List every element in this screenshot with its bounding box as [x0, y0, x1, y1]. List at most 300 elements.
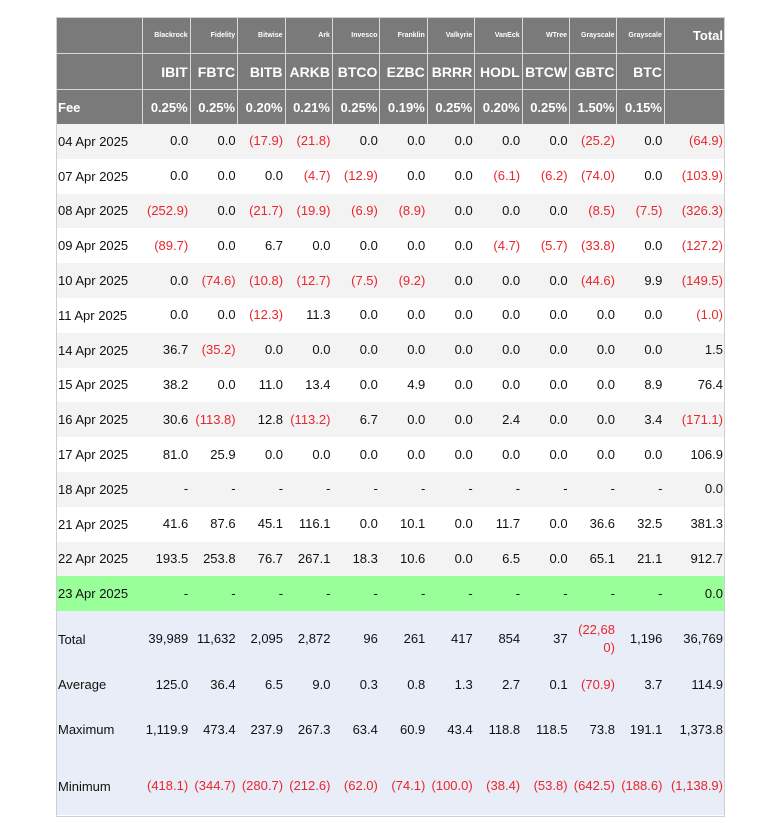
flow-value: (17.9): [249, 133, 284, 149]
issuer-cell: VanEck: [475, 17, 522, 54]
table-row: [56, 228, 725, 263]
flow-value: 0.0: [170, 307, 189, 323]
flow-cell: [522, 333, 569, 368]
flow-value: -: [420, 481, 426, 497]
flow-cell: [238, 368, 285, 403]
flow-value: 0.0: [217, 133, 236, 149]
flow-value: 0.0: [596, 307, 615, 323]
summary-cell: [427, 702, 474, 757]
row-total: (103.9): [681, 168, 723, 184]
flow-value: 65.1: [589, 550, 615, 566]
flow-cell: [238, 402, 285, 437]
summary-cell: [380, 611, 427, 667]
row-date: 22 Apr 2025: [56, 542, 143, 577]
flow-value: -: [231, 585, 236, 601]
ticker-cell: BITB: [238, 54, 285, 90]
flow-cell: [332, 228, 379, 263]
flow-value: 0.0: [502, 272, 521, 288]
flow-cell: [522, 576, 569, 611]
issuer-cell: Invesco: [332, 17, 379, 54]
summary-value: 125.0: [155, 676, 189, 692]
flow-value: -: [515, 585, 521, 601]
flow-cell: [380, 228, 427, 263]
summary-total-cell: [664, 757, 725, 815]
flow-value: -: [468, 585, 473, 601]
table-row: [56, 368, 725, 403]
flow-cell: [427, 402, 474, 437]
flow-value: 0.0: [407, 411, 426, 427]
summary-cell: [190, 667, 237, 702]
flow-value: (12.3): [249, 307, 284, 323]
table-row: [56, 333, 725, 368]
flow-cell: [475, 333, 522, 368]
row-total-cell: [664, 368, 725, 403]
row-total-cell: [664, 507, 725, 542]
summary-cell: [238, 702, 285, 757]
summary-value: 43.4: [447, 721, 473, 737]
fee-cell: 0.20%: [238, 90, 285, 125]
summary-row: [56, 757, 725, 815]
flow-value: 11.0: [258, 376, 284, 392]
flow-value: -: [183, 481, 189, 497]
flow-value: 11.7: [495, 516, 521, 532]
flow-cell: [522, 298, 569, 333]
flow-cell: [332, 402, 379, 437]
flow-value: 0.0: [549, 272, 568, 288]
flow-cell: [522, 542, 569, 577]
flow-value: 0.0: [454, 272, 473, 288]
flow-cell: [617, 542, 664, 577]
flow-cell: [427, 507, 474, 542]
flow-cell: [285, 402, 332, 437]
flow-cell: [285, 507, 332, 542]
flow-cell: [475, 159, 522, 194]
summary-cell: [617, 611, 664, 667]
flow-value: (44.6): [581, 272, 615, 288]
flow-value: 0.0: [170, 272, 189, 288]
row-total-cell: [664, 472, 725, 507]
flow-cell: [380, 368, 427, 403]
row-date: 17 Apr 2025: [56, 437, 143, 472]
row-total: (64.9): [689, 133, 723, 149]
summary-total: (1,138.9): [670, 778, 723, 794]
fee-cell: 0.15%: [617, 90, 664, 125]
flow-value: (19.9): [296, 202, 331, 218]
row-total-cell: [664, 124, 725, 159]
flow-value: 0.0: [359, 133, 378, 149]
flow-value: 12.8: [257, 411, 284, 427]
ticker-cell: BTCW: [522, 54, 569, 90]
flow-value: -: [610, 585, 615, 601]
flow-value: 0.0: [502, 133, 521, 149]
summary-cell: [475, 611, 522, 667]
flow-cell: [190, 576, 237, 611]
row-total-cell: [664, 263, 725, 298]
row-date: 10 Apr 2025: [56, 263, 143, 298]
summary-value: (62.0): [343, 778, 378, 794]
summary-cell: [570, 702, 617, 757]
flow-value: (113.8): [195, 411, 236, 427]
summary-cell: [332, 611, 379, 667]
ticker-cell: BTC: [617, 54, 664, 90]
fee-cell: 0.19%: [380, 90, 427, 125]
flow-cell: [380, 298, 427, 333]
flow-value: (5.7): [540, 237, 568, 253]
flow-cell: [238, 228, 285, 263]
flow-value: 4.9: [407, 376, 426, 392]
flow-cell: [522, 263, 569, 298]
summary-value: 854: [498, 631, 521, 647]
flow-cell: [380, 194, 427, 229]
flow-cell: [332, 507, 379, 542]
flow-cell: [238, 472, 285, 507]
flow-cell: [570, 368, 617, 403]
flow-value: 0.0: [217, 376, 236, 392]
flow-value: 0.0: [502, 342, 521, 358]
flow-cell: [475, 124, 522, 159]
summary-value: 2.7: [502, 676, 521, 692]
flow-value: 87.6: [210, 516, 236, 532]
flow-cell: [143, 368, 190, 403]
flow-value: 0.0: [264, 342, 284, 358]
summary-label: Total: [56, 611, 143, 667]
flow-value: (21.7): [249, 202, 284, 218]
flow-cell: [617, 437, 664, 472]
summary-value: (70.9): [581, 676, 615, 692]
issuer-cell: Blackrock: [143, 17, 190, 54]
summary-total-cell: [664, 702, 725, 757]
flow-cell: [285, 368, 332, 403]
summary-cell: [570, 757, 617, 815]
ticker-row: [56, 54, 725, 90]
row-total: 76.4: [697, 376, 723, 392]
flow-cell: [190, 472, 237, 507]
table-row: [56, 507, 725, 542]
table-row: [56, 194, 725, 229]
flow-value: (6.2): [540, 168, 568, 184]
summary-value: 11,632: [196, 631, 236, 647]
ticker-cell: GBTC: [570, 54, 617, 90]
flow-value: 253.8: [203, 550, 236, 566]
summary-cell: [475, 702, 522, 757]
fee-cell: 0.25%: [332, 90, 379, 125]
flow-value: (12.7): [296, 272, 331, 288]
flow-cell: [570, 437, 617, 472]
flow-value: 0.0: [359, 446, 378, 462]
flow-cell: [380, 542, 427, 577]
row-date: 11 Apr 2025: [56, 298, 143, 333]
ticker-cell: BRRR: [427, 54, 474, 90]
table-row: [56, 437, 725, 472]
row-total: (1.0): [696, 307, 723, 323]
ticker-cell: IBIT: [143, 54, 190, 90]
flow-cell: [522, 124, 569, 159]
flow-value: 38.2: [162, 376, 189, 392]
flow-cell: [332, 472, 379, 507]
flow-value: (8.5): [588, 202, 615, 218]
summary-value: 1.3: [454, 676, 473, 692]
flow-cell: [475, 263, 522, 298]
flow-value: (9.2): [398, 272, 426, 288]
flow-value: 116.1: [298, 516, 331, 532]
summary-value: (642.5): [573, 778, 615, 794]
flow-value: 30.6: [162, 411, 189, 427]
flow-cell: [190, 228, 237, 263]
summary-cell: [190, 611, 237, 667]
summary-cell: [570, 667, 617, 702]
flow-cell: [332, 576, 379, 611]
flow-cell: [332, 333, 379, 368]
row-total: 381.3: [690, 516, 723, 532]
flow-cell: [570, 298, 617, 333]
summary-cell: [143, 667, 190, 702]
flow-value: 0.0: [549, 411, 568, 427]
corner-cell: [56, 17, 143, 54]
flow-cell: [427, 228, 474, 263]
summary-cell: [332, 667, 379, 702]
summary-value: (38.4): [486, 778, 521, 794]
flow-cell: [285, 437, 332, 472]
flow-value: 2.4: [502, 411, 521, 427]
flow-cell: [380, 437, 427, 472]
flow-value: 0.0: [644, 168, 663, 184]
summary-total: 1,373.8: [679, 721, 723, 737]
summary-row: [56, 702, 725, 757]
flow-value: (12.9): [343, 168, 378, 184]
flow-cell: [380, 507, 427, 542]
row-total: (326.3): [681, 202, 723, 218]
issuer-cell: Ark: [285, 17, 332, 54]
flow-cell: [427, 194, 474, 229]
flow-value: 0.0: [407, 307, 426, 323]
flow-cell: [427, 159, 474, 194]
flow-value: 267.1: [297, 550, 331, 566]
flow-cell: [570, 228, 617, 263]
flow-value: 0.0: [644, 342, 663, 358]
flow-value: 8.9: [644, 376, 663, 392]
flow-value: 0.0: [359, 342, 378, 358]
flow-cell: [475, 368, 522, 403]
row-date: 07 Apr 2025: [56, 159, 143, 194]
fee-label: Fee: [56, 90, 143, 125]
row-date: 21 Apr 2025: [56, 507, 143, 542]
row-total-cell: [664, 298, 725, 333]
row-total: 0.0: [704, 481, 723, 497]
flow-cell: [380, 472, 427, 507]
flow-cell: [332, 437, 379, 472]
summary-cell: [238, 667, 285, 702]
flow-value: 0.0: [454, 446, 473, 462]
summary-cell: [617, 667, 664, 702]
summary-value: 0.3: [359, 676, 378, 692]
row-total-cell: [664, 159, 725, 194]
flow-value: -: [373, 481, 378, 497]
fee-cell: 0.25%: [143, 90, 190, 125]
summary-cell: [380, 702, 427, 757]
flow-value: 0.0: [549, 446, 568, 462]
flow-cell: [475, 298, 522, 333]
flow-value: 0.0: [644, 133, 663, 149]
flow-value: -: [278, 481, 284, 497]
flow-value: (4.7): [303, 168, 331, 184]
summary-cell: [427, 667, 474, 702]
flow-value: 0.0: [596, 446, 615, 462]
summary-value: (418.1): [146, 778, 189, 794]
flow-value: 0.0: [407, 168, 426, 184]
etf-flows-table: [56, 17, 725, 815]
flow-value: 41.6: [162, 516, 189, 532]
fee-cell: 0.25%: [190, 90, 237, 125]
flow-cell: [238, 298, 285, 333]
fee-cell: 0.21%: [285, 90, 332, 125]
flow-cell: [522, 437, 569, 472]
flow-cell: [570, 472, 617, 507]
flow-value: 0.0: [217, 168, 236, 184]
row-total-cell: [664, 333, 725, 368]
summary-value: 237.9: [250, 721, 284, 737]
issuer-cell: WTree: [522, 17, 569, 54]
flow-value: 0.0: [454, 307, 473, 323]
flow-value: 0.0: [454, 376, 473, 392]
row-total: 0.0: [704, 585, 723, 601]
table-body: [56, 124, 725, 815]
flow-value: 0.0: [549, 342, 568, 358]
flow-value: 0.0: [407, 133, 426, 149]
flow-value: 0.0: [264, 446, 284, 462]
flow-cell: [332, 263, 379, 298]
flow-value: -: [610, 481, 615, 497]
row-total-cell: [664, 402, 725, 437]
table-row: [56, 576, 725, 611]
flow-value: -: [658, 481, 663, 497]
row-date: 14 Apr 2025: [56, 333, 143, 368]
flow-cell: [570, 194, 617, 229]
row-date: 15 Apr 2025: [56, 368, 143, 403]
flow-value: 18.3: [352, 550, 378, 566]
flow-cell: [190, 159, 237, 194]
flow-value: 0.0: [312, 446, 331, 462]
flow-value: -: [373, 585, 378, 601]
summary-value: 9.0: [312, 676, 331, 692]
flow-value: 25.9: [210, 446, 236, 462]
summary-label: Average: [56, 667, 143, 702]
row-total-cell: [664, 194, 725, 229]
flow-value: 32.5: [637, 516, 663, 532]
flow-value: (21.8): [296, 133, 331, 149]
row-total: (149.5): [681, 272, 723, 288]
summary-cell: [238, 611, 285, 667]
row-date: 18 Apr 2025: [56, 472, 143, 507]
table-row: [56, 263, 725, 298]
row-total-cell: [664, 437, 725, 472]
ticker-cell: HODL: [475, 54, 522, 90]
flow-cell: [285, 159, 332, 194]
flow-value: 0.0: [454, 342, 473, 358]
flow-cell: [617, 333, 664, 368]
flow-cell: [143, 333, 190, 368]
flow-value: 0.0: [359, 307, 378, 323]
summary-value: 417: [451, 631, 473, 647]
flow-value: 0.0: [549, 307, 568, 323]
flow-value: (6.1): [493, 168, 521, 184]
flow-cell: [522, 402, 569, 437]
row-total: (127.2): [681, 237, 723, 253]
flow-value: 0.0: [407, 446, 426, 462]
flow-value: 0.0: [454, 411, 473, 427]
summary-cell: [427, 757, 474, 815]
summary-value: 473.4: [203, 721, 236, 737]
flow-value: (8.9): [398, 202, 426, 218]
flow-cell: [190, 124, 237, 159]
flow-value: 0.0: [407, 237, 426, 253]
flow-value: 0.0: [596, 342, 615, 358]
row-total: 106.9: [690, 446, 723, 462]
summary-cell: [285, 611, 332, 667]
flow-value: 0.0: [644, 237, 663, 253]
flow-value: 0.0: [170, 168, 189, 184]
flow-cell: [143, 472, 190, 507]
summary-value: (280.7): [241, 778, 284, 794]
flow-value: 0.0: [549, 133, 568, 149]
summary-value: 1,119.9: [145, 721, 189, 737]
flow-value: (10.8): [249, 272, 284, 288]
summary-total: 114.9: [691, 676, 723, 692]
flow-value: 0.0: [502, 446, 521, 462]
flow-cell: [570, 263, 617, 298]
summary-value: 2,872: [297, 631, 331, 647]
flow-value: 36.6: [589, 516, 615, 532]
flow-value: -: [183, 585, 189, 601]
row-total: (171.1): [681, 411, 723, 427]
summary-value: 267.3: [297, 721, 331, 737]
flow-cell: [522, 368, 569, 403]
fee-total-cell: [664, 90, 725, 125]
flow-cell: [427, 333, 474, 368]
fee-row: [56, 90, 725, 125]
summary-value: 1,196: [629, 631, 663, 647]
row-total-cell: [664, 228, 725, 263]
flow-value: 0.0: [170, 133, 189, 149]
flow-value: (6.9): [351, 202, 378, 218]
issuer-cell: Fidelity: [190, 17, 237, 54]
issuer-cell: Franklin: [380, 17, 427, 54]
flow-value: 0.0: [217, 307, 236, 323]
flow-value: 0.0: [359, 376, 378, 392]
flow-value: 10.6: [399, 550, 426, 566]
issuer-cell: Grayscale: [617, 17, 664, 54]
flow-value: 13.4: [305, 376, 331, 392]
flow-cell: [617, 368, 664, 403]
flow-value: 45.1: [257, 516, 284, 532]
flow-value: 0.0: [644, 446, 663, 462]
summary-value: 2,095: [250, 631, 284, 647]
flow-cell: [427, 576, 474, 611]
summary-value: 6.5: [264, 676, 284, 692]
flow-value: 6.7: [359, 411, 378, 427]
summary-value: 73.8: [589, 721, 615, 737]
flow-value: (7.5): [351, 272, 378, 288]
summary-value: 191.1: [629, 721, 663, 737]
flow-cell: [522, 159, 569, 194]
fee-cell: 0.25%: [427, 90, 474, 125]
flow-cell: [380, 576, 427, 611]
flow-cell: [427, 368, 474, 403]
flow-value: 6.7: [264, 237, 284, 253]
summary-value: 118.8: [488, 721, 521, 737]
flow-cell: [475, 542, 522, 577]
summary-cell: [332, 702, 379, 757]
summary-row: [56, 667, 725, 702]
